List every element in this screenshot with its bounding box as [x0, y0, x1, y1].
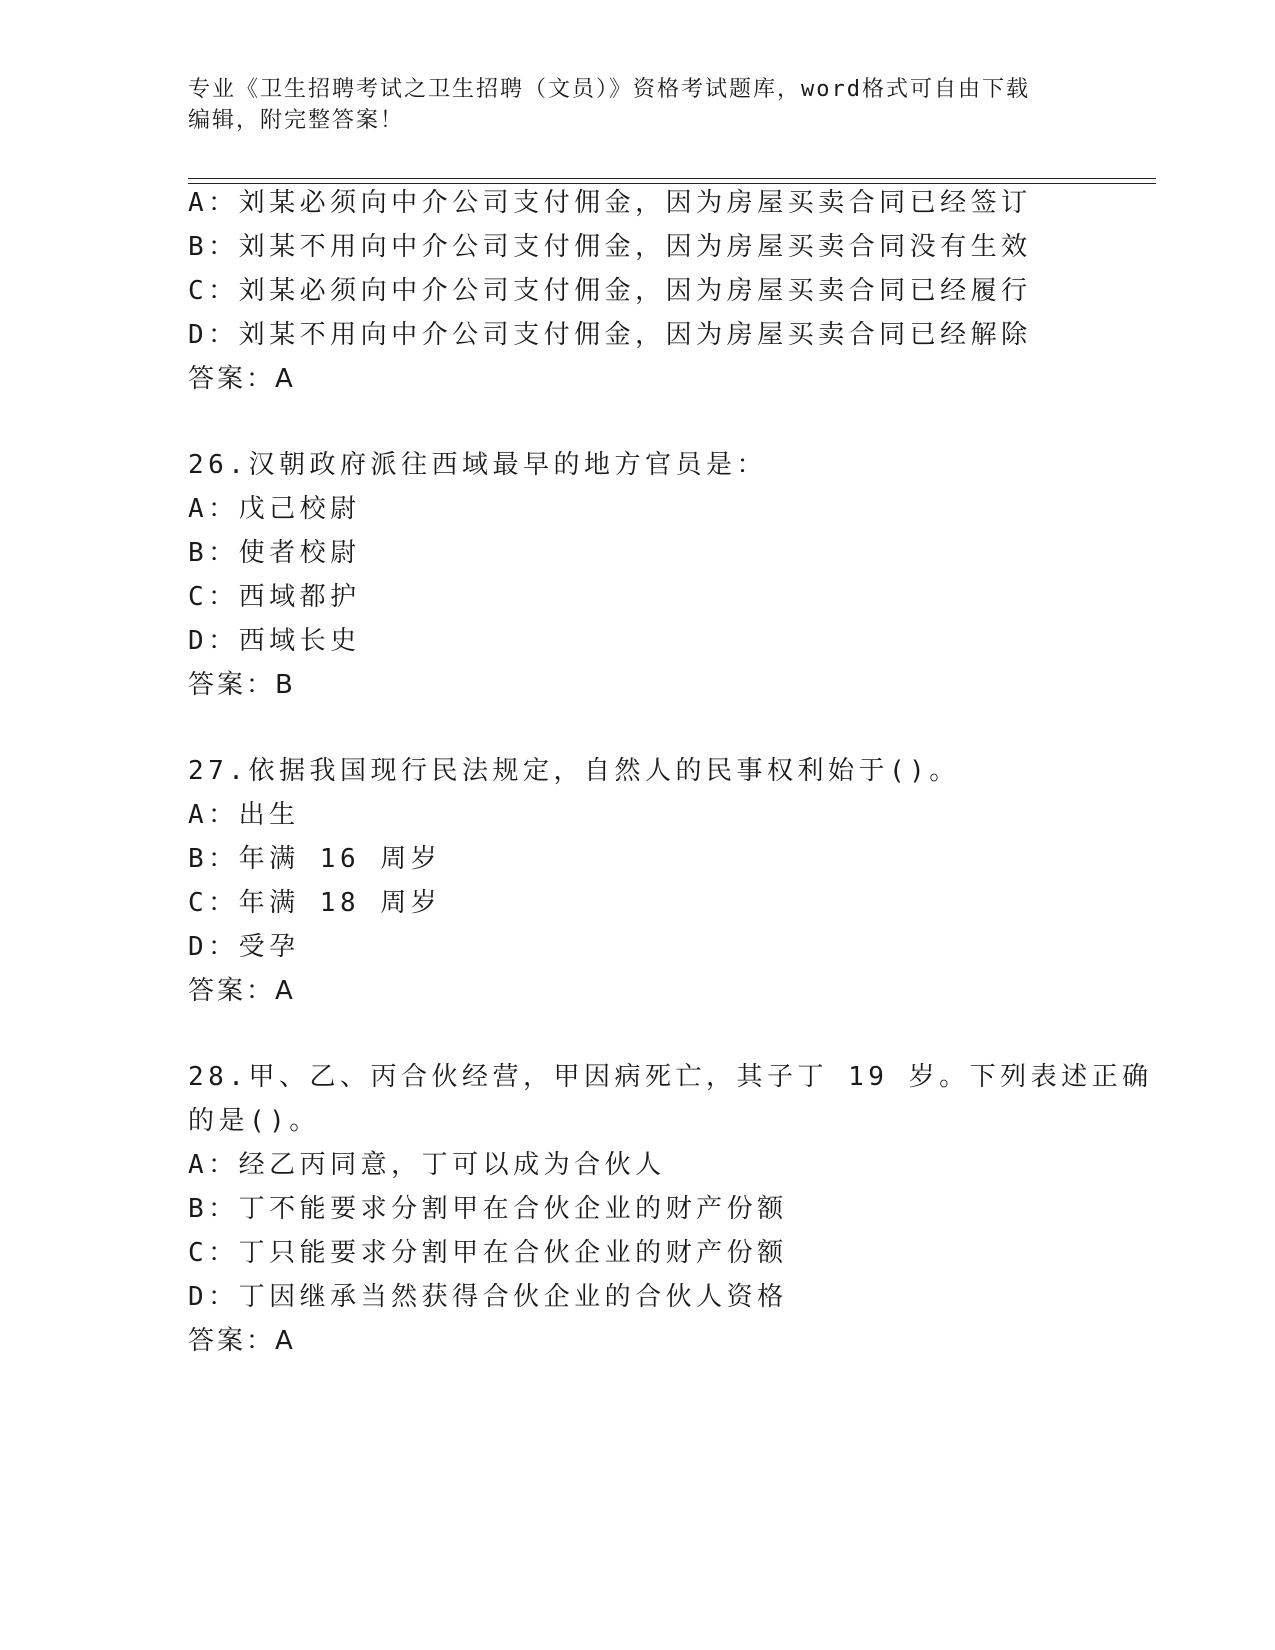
q28-option-c: C：丁只能要求分割甲在合伙企业的财产份额	[188, 1238, 788, 1268]
header-divider-bottom	[188, 183, 1156, 184]
q26-option-a: A：戊己校尉	[188, 494, 361, 524]
q28-option-a: A：经乙丙同意，丁可以成为合伙人	[188, 1150, 666, 1180]
q26-option-b: B：使者校尉	[188, 538, 361, 568]
q27-option-b: B：年满 16 周岁	[188, 844, 442, 874]
document-header	[188, 74, 1088, 136]
header-line-2: 编辑，附完整答案！	[188, 108, 405, 133]
q25-option-b: B：刘某不用向中介公司支付佣金，因为房屋买卖合同没有生效	[188, 232, 1032, 262]
q27-stem: 27.依据我国现行民法规定，自然人的民事权利始于()。	[188, 756, 960, 786]
q27-option-d: D：受孕	[188, 932, 300, 962]
q25-answer: 答案：A	[188, 364, 296, 394]
q27-option-a: A：出生	[188, 800, 300, 830]
q28-stem-line-1: 28.甲、乙、丙合伙经营，甲因病死亡，其子丁 19 岁。下列表述正确	[188, 1062, 1153, 1092]
q28-option-d: D：丁因继承当然获得合伙企业的合伙人资格	[188, 1282, 788, 1312]
q28-stem-line-2: 的是()。	[188, 1106, 320, 1136]
q26-stem: 26.汉朝政府派往西域最早的地方官员是：	[188, 450, 767, 480]
q28-answer: 答案：A	[188, 1326, 296, 1356]
q27-answer: 答案：A	[188, 976, 296, 1006]
q28-option-b: B：丁不能要求分割甲在合伙企业的财产份额	[188, 1194, 788, 1224]
q25-option-d: D：刘某不用向中介公司支付佣金，因为房屋买卖合同已经解除	[188, 320, 1032, 350]
q26-option-c: C：西域都护	[188, 582, 361, 612]
q26-option-d: D：西域长史	[188, 626, 361, 656]
q25-option-a: A：刘某必须向中介公司支付佣金，因为房屋买卖合同已经签订	[188, 188, 1032, 218]
q27-option-c: C：年满 18 周岁	[188, 888, 442, 918]
header-divider-top	[188, 178, 1156, 179]
header-line-1: 专业《卫生招聘考试之卫生招聘（文员）》资格考试题库，word格式可自由下载	[188, 77, 1030, 102]
q26-answer: 答案：B	[188, 670, 296, 700]
q25-option-c: C：刘某必须向中介公司支付佣金，因为房屋买卖合同已经履行	[188, 276, 1032, 306]
